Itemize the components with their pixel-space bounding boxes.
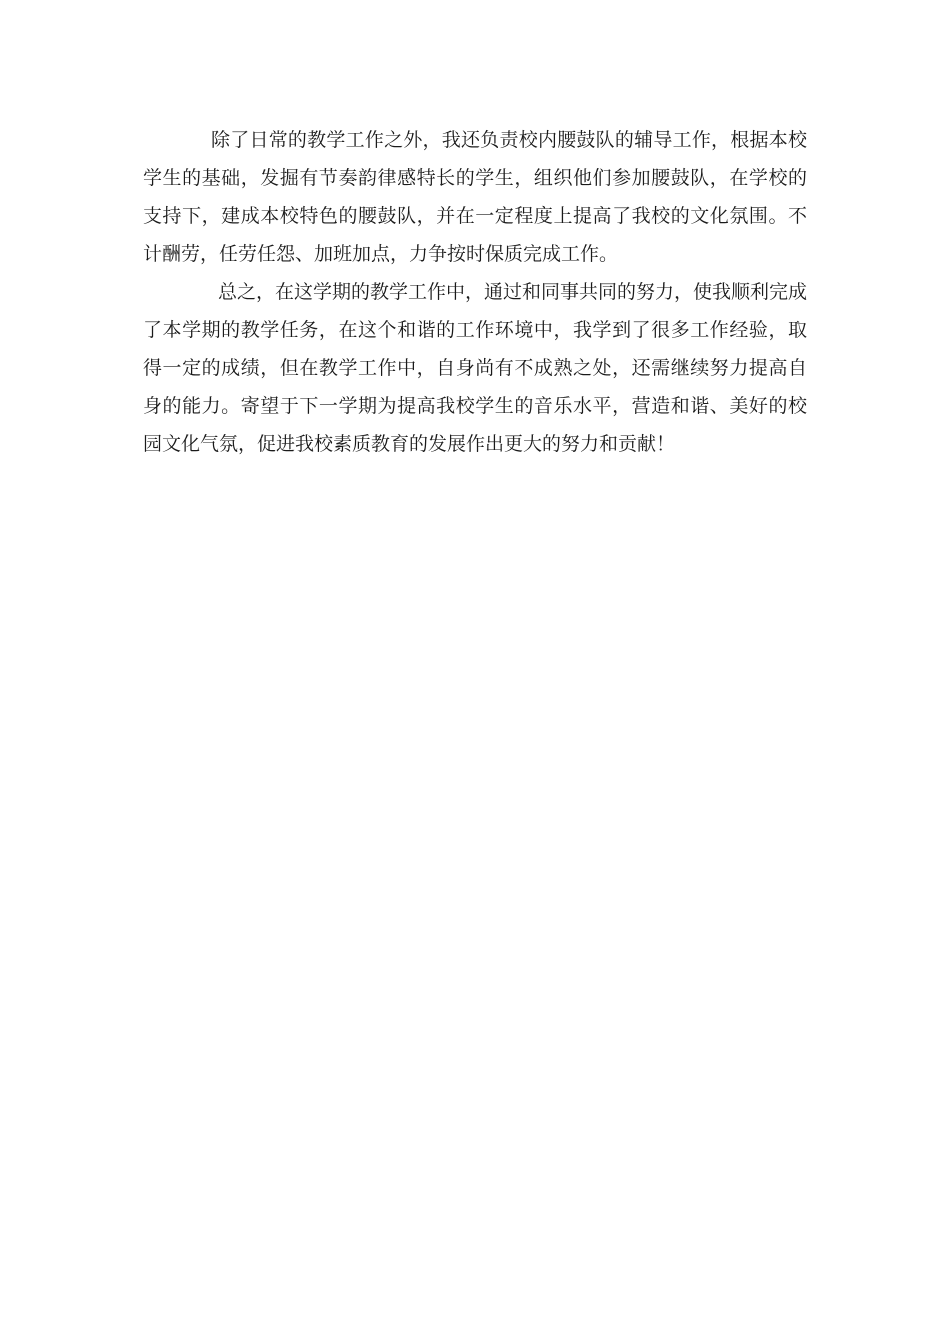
- paragraph-summary: 总之，在这学期的教学工作中，通过和同事共同的努力，使我顺利完成了本学期的教学任务，在这个和谐的工作环境中，我学到了很多工作经验，取得一定的成绩，但在教学工作中，自身尚有不成熟之处，还需继续努力提高自身的能力。寄望于下一学期为提高我校学生的音乐水平，营造和谐、美好的校园文化气氛，促进我校素质教育的发展作出更大的努力和贡献！: [143, 281, 808, 455]
- document-body: [143, 121, 807, 463]
- paragraph-extracurricular-work: 除了日常的教学工作之外，我还负责校内腰鼓队的辅导工作，根据本校学生的基础，发掘有节奏韵律感特长的学生，组织他们参加腰鼓队，在学校的支持下，建成本校特色的腰鼓队，并在一定程度上提高了我校的文化氛围。不计酬劳，任劳任怨、加班加点，力争按时保质完成工作。: [143, 129, 807, 265]
